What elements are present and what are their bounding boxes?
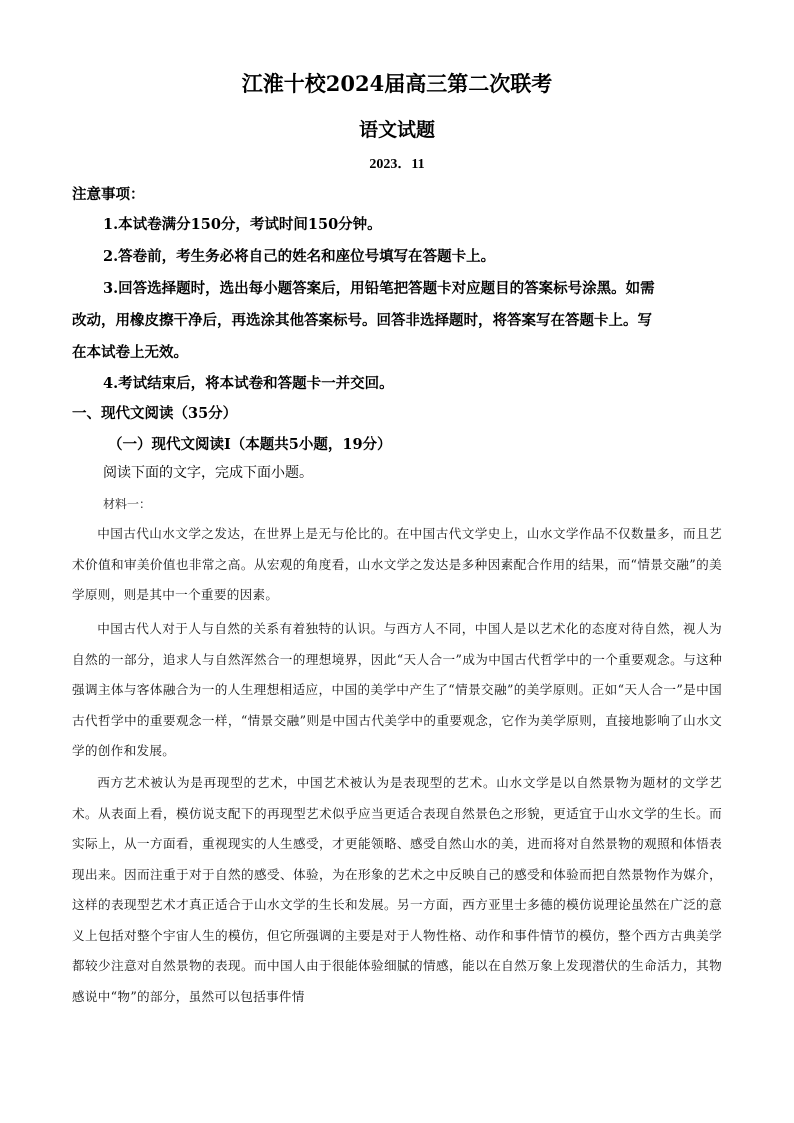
notes-heading: 注意事项： (72, 186, 145, 203)
note-item: 4.考试结束后，将本试卷和答题卡一并交回。 (103, 375, 394, 392)
reading-instruction: 阅读下面的文字，完成下面小题。 (103, 465, 313, 481)
passage-paragraph: 中国古代山水文学之发达，在世界上是无与伦比的。在中国古代文学史上，山水文学作品不仅数量多，而且艺术价值和审美价值也非常之高。从宏观的角度看，山水文学之发达是多种因素配合作用的结果，而“情景交融”的美学原则，则是其中一个重要的因素。 (72, 526, 722, 602)
note-item-continued: 在本试卷上无效。 (72, 344, 188, 361)
note-item: 2.答卷前，考生务必将自己的姓名和座位号填写在答题卡上。 (103, 248, 496, 265)
subsection-heading: （一）现代文阅读Ⅰ（本题共5小题，19分） (108, 436, 392, 453)
passage-paragraph: 西方艺术被认为是再现型的艺术，中国艺术被认为是表现型的艺术。山水文学是以自然景物为题材的文学艺术。从表面上看，模仿说支配下的再现型艺术似乎应当更适合表现自然景色之形貌，更适宜于山水文学的生长。而实际上，从一方面看，重视现实的人生感受，才更能领略、感受自然山水的美，进而将对自然景物的观照和体悟表现出来。因而注重于对于自然的感受、体验，为在形象的艺术之中反映自己的感受和体验而把自然景物作为媒介，这样的表现型艺术才真正适合于山水文学的生长和发展。另一方面，西方亚里士多德的模仿说理论虽然在广泛的意义上包括对整个宇宙人生的模仿，但它所强调的主要是对于人物性格、动作和事件情节的模仿，整个西方古典美学都较少注意对自然景物的表现。而中国人由于很能体验细腻的情感，能以在自然万象上发现潜伏的生命活力，其物感说中“物”的部分，虽然可以包括事件情 (72, 775, 722, 1004)
exam-date: 2023．11 (369, 157, 425, 172)
note-item: 3.回答选择题时，选出每小题答案后，用铅笔把答题卡对应题目的答案标号涂黑。如需 (103, 280, 655, 297)
note-item: 1.本试卷满分150分，考试时间150分钟。 (103, 216, 382, 233)
note-item-continued: 改动，用橡皮擦干净后，再选涂其他答案标号。回答非选择题时，将答案写在答题卡上。写 (72, 312, 652, 329)
section-heading: 一、现代文阅读（35分） (72, 405, 238, 422)
passage-paragraph: 中国古代人对于人与自然的关系有着独特的认识。与西方人不同，中国人是以艺术化的态度对待自然，视人为自然的一部分，追求人与自然浑然合一的理想境界，因此“天人合一”成为中国古代哲学中的一个重要观念。与这种强调主体与客体融合为一的人生理想相适应，中国的美学中产生了“情景交融”的美学原则。正如“天人合一”是中国古代哲学中的重要观念一样，“情景交融”则是中国古代美学中的重要观念，它作为美学原则，直接地影响了山水文学的创作和发展。 (72, 621, 722, 758)
exam-subtitle: 语文试题 (358, 119, 435, 141)
exam-title: 江淮十校2024届高三第二次联考 (241, 71, 553, 96)
material-label: 材料一： (103, 497, 152, 511)
